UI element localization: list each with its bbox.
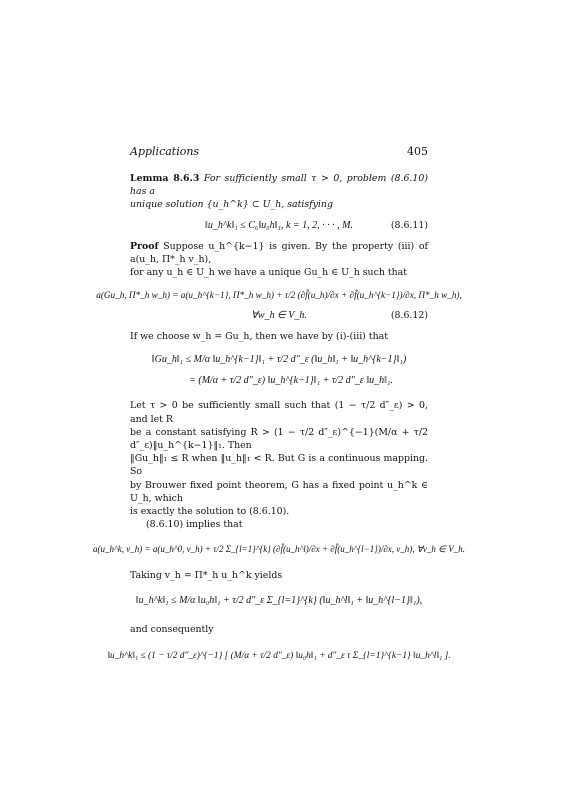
equation-number-8-6-11: (8.6.11)	[390, 219, 428, 231]
fixed-point-line-4: by Brouwer fixed point theorem, G has a fixed point u_h^k ∈ U_h, which	[130, 479, 428, 504]
choose-paragraph	[130, 330, 428, 343]
proof-line-1: Suppose u_h^{k−1} is given. By the property (iii) of a(u_h, Π*_h v_h),	[130, 240, 428, 266]
fixed-point-line-2: be a constant satisfying R > (1 − τ/2 d″_ε)^{−1}(M/α + τ/2 d″_ε)‖u_h^{k−1}‖₁. Then	[130, 426, 428, 452]
implies-paragraph	[130, 518, 428, 531]
estimate-line-1	[130, 353, 428, 366]
taking-text: Taking v_h = Π*_h u_h^k yields	[130, 569, 283, 581]
fixed-point-line-1: Let τ > 0 be sufficiently small such that (1 − τ/2 d″_ε) > 0, and let R	[130, 400, 428, 425]
estimate-line-2-body: = (M/α + τ/2 d″_ε) ‖u_h^{k−1}‖₁ + τ/2 d″_ε ‖u_h‖₁.	[189, 375, 393, 387]
lemma-label: Lemma 8.6.3	[130, 173, 200, 184]
equation-8-6-12-quantifier: ∀w_h ∈ V_h.	[251, 309, 307, 321]
lemma-text-line-2: unique solution {u_h^k} ⊂ U_h, satisfying	[130, 199, 333, 211]
estimate-line-2	[154, 374, 428, 387]
running-title: Applications	[130, 145, 200, 158]
equation-number-8-6-12: (8.6.12)	[390, 309, 428, 321]
equation-8-6-12-body: a(Gu_h, Π*_h w_h) = a(u_h^{k−1}, Π*_h w_h) + τ/2 (∂f̂(u_h)/∂x + ∂f̂(u_h^{k−1})/∂x, Π*_h w_h),	[96, 290, 462, 301]
choose-text: If we choose w_h = Gu_h, then we have by (i)-(iii) that	[130, 330, 388, 342]
proof-label: Proof	[130, 240, 159, 252]
final-estimate-body: ‖u_h^k‖₁ ≤ (1 − τ/2 d″_ε)^{−1} [ (M/α + τ/2 d″_ε) ‖u₀h‖₁ + d″_ε τ Σ_{l=1}^{k−1} ‖u_h^l‖₁ ].	[107, 651, 451, 662]
proof-line-2: for any u_h ∈ U_h we have a unique Gu_h ∈ U_h such that	[130, 267, 408, 279]
fixed-point-paragraph	[130, 399, 428, 518]
fixed-point-line-3: ‖Gu_h‖₁ ≤ R when ‖u_h‖₁ < R. But G is a continuous mapping. So	[130, 453, 428, 478]
running-header	[130, 145, 428, 161]
proof-paragraph	[130, 240, 428, 280]
lemma-statement	[130, 172, 428, 212]
implies-text: (8.6.10) implies that	[146, 519, 243, 531]
lemma-text-line-1: For sufficiently small τ > 0, problem (8.6.10) has a	[130, 173, 428, 198]
page-body	[93, 172, 465, 663]
equation-8-6-12-line-1	[96, 289, 462, 302]
consequently-paragraph	[130, 623, 428, 636]
fixed-point-line-5: is exactly the solution to (8.6.10).	[130, 506, 290, 518]
page-number: 405	[407, 145, 428, 158]
taking-paragraph	[130, 569, 428, 582]
equation-8-6-12-line-2	[130, 309, 428, 322]
estimate-line-1-body: ‖Gu_h‖₁ ≤ M/α ‖u_h^{k−1}‖₁ + τ/2 d″_ε (‖u_h‖₁ + ‖u_h^{k−1}‖₁)	[151, 354, 407, 366]
norm-estimate	[130, 594, 428, 607]
consequently-text: and consequently	[130, 624, 214, 636]
equation-8-6-11-body: ‖u_h^k‖₁ ≤ C₆‖u₀h‖₁, k = 1, 2, · · · , M.	[205, 219, 353, 231]
equation-8-6-11	[130, 219, 428, 232]
summed-identity	[93, 543, 465, 556]
final-estimate	[107, 650, 451, 663]
summed-identity-body: a(u_h^k, v_h) = a(u_h^0, v_h) + τ/2 Σ_{l=1}^{k} (∂f̂(u_h^l)/∂x + ∂f̂(u_h^{l−1})/∂x, v_h), ∀v_h ∈ V_h.	[93, 544, 465, 555]
norm-estimate-body: ‖u_h^k‖₁ ≤ M/α ‖u₀h‖₁ + τ/2 d″_ε Σ_{l=1}^{k} (‖u_h^l‖₁ + ‖u_h^{l−1}‖₁),	[135, 594, 423, 606]
